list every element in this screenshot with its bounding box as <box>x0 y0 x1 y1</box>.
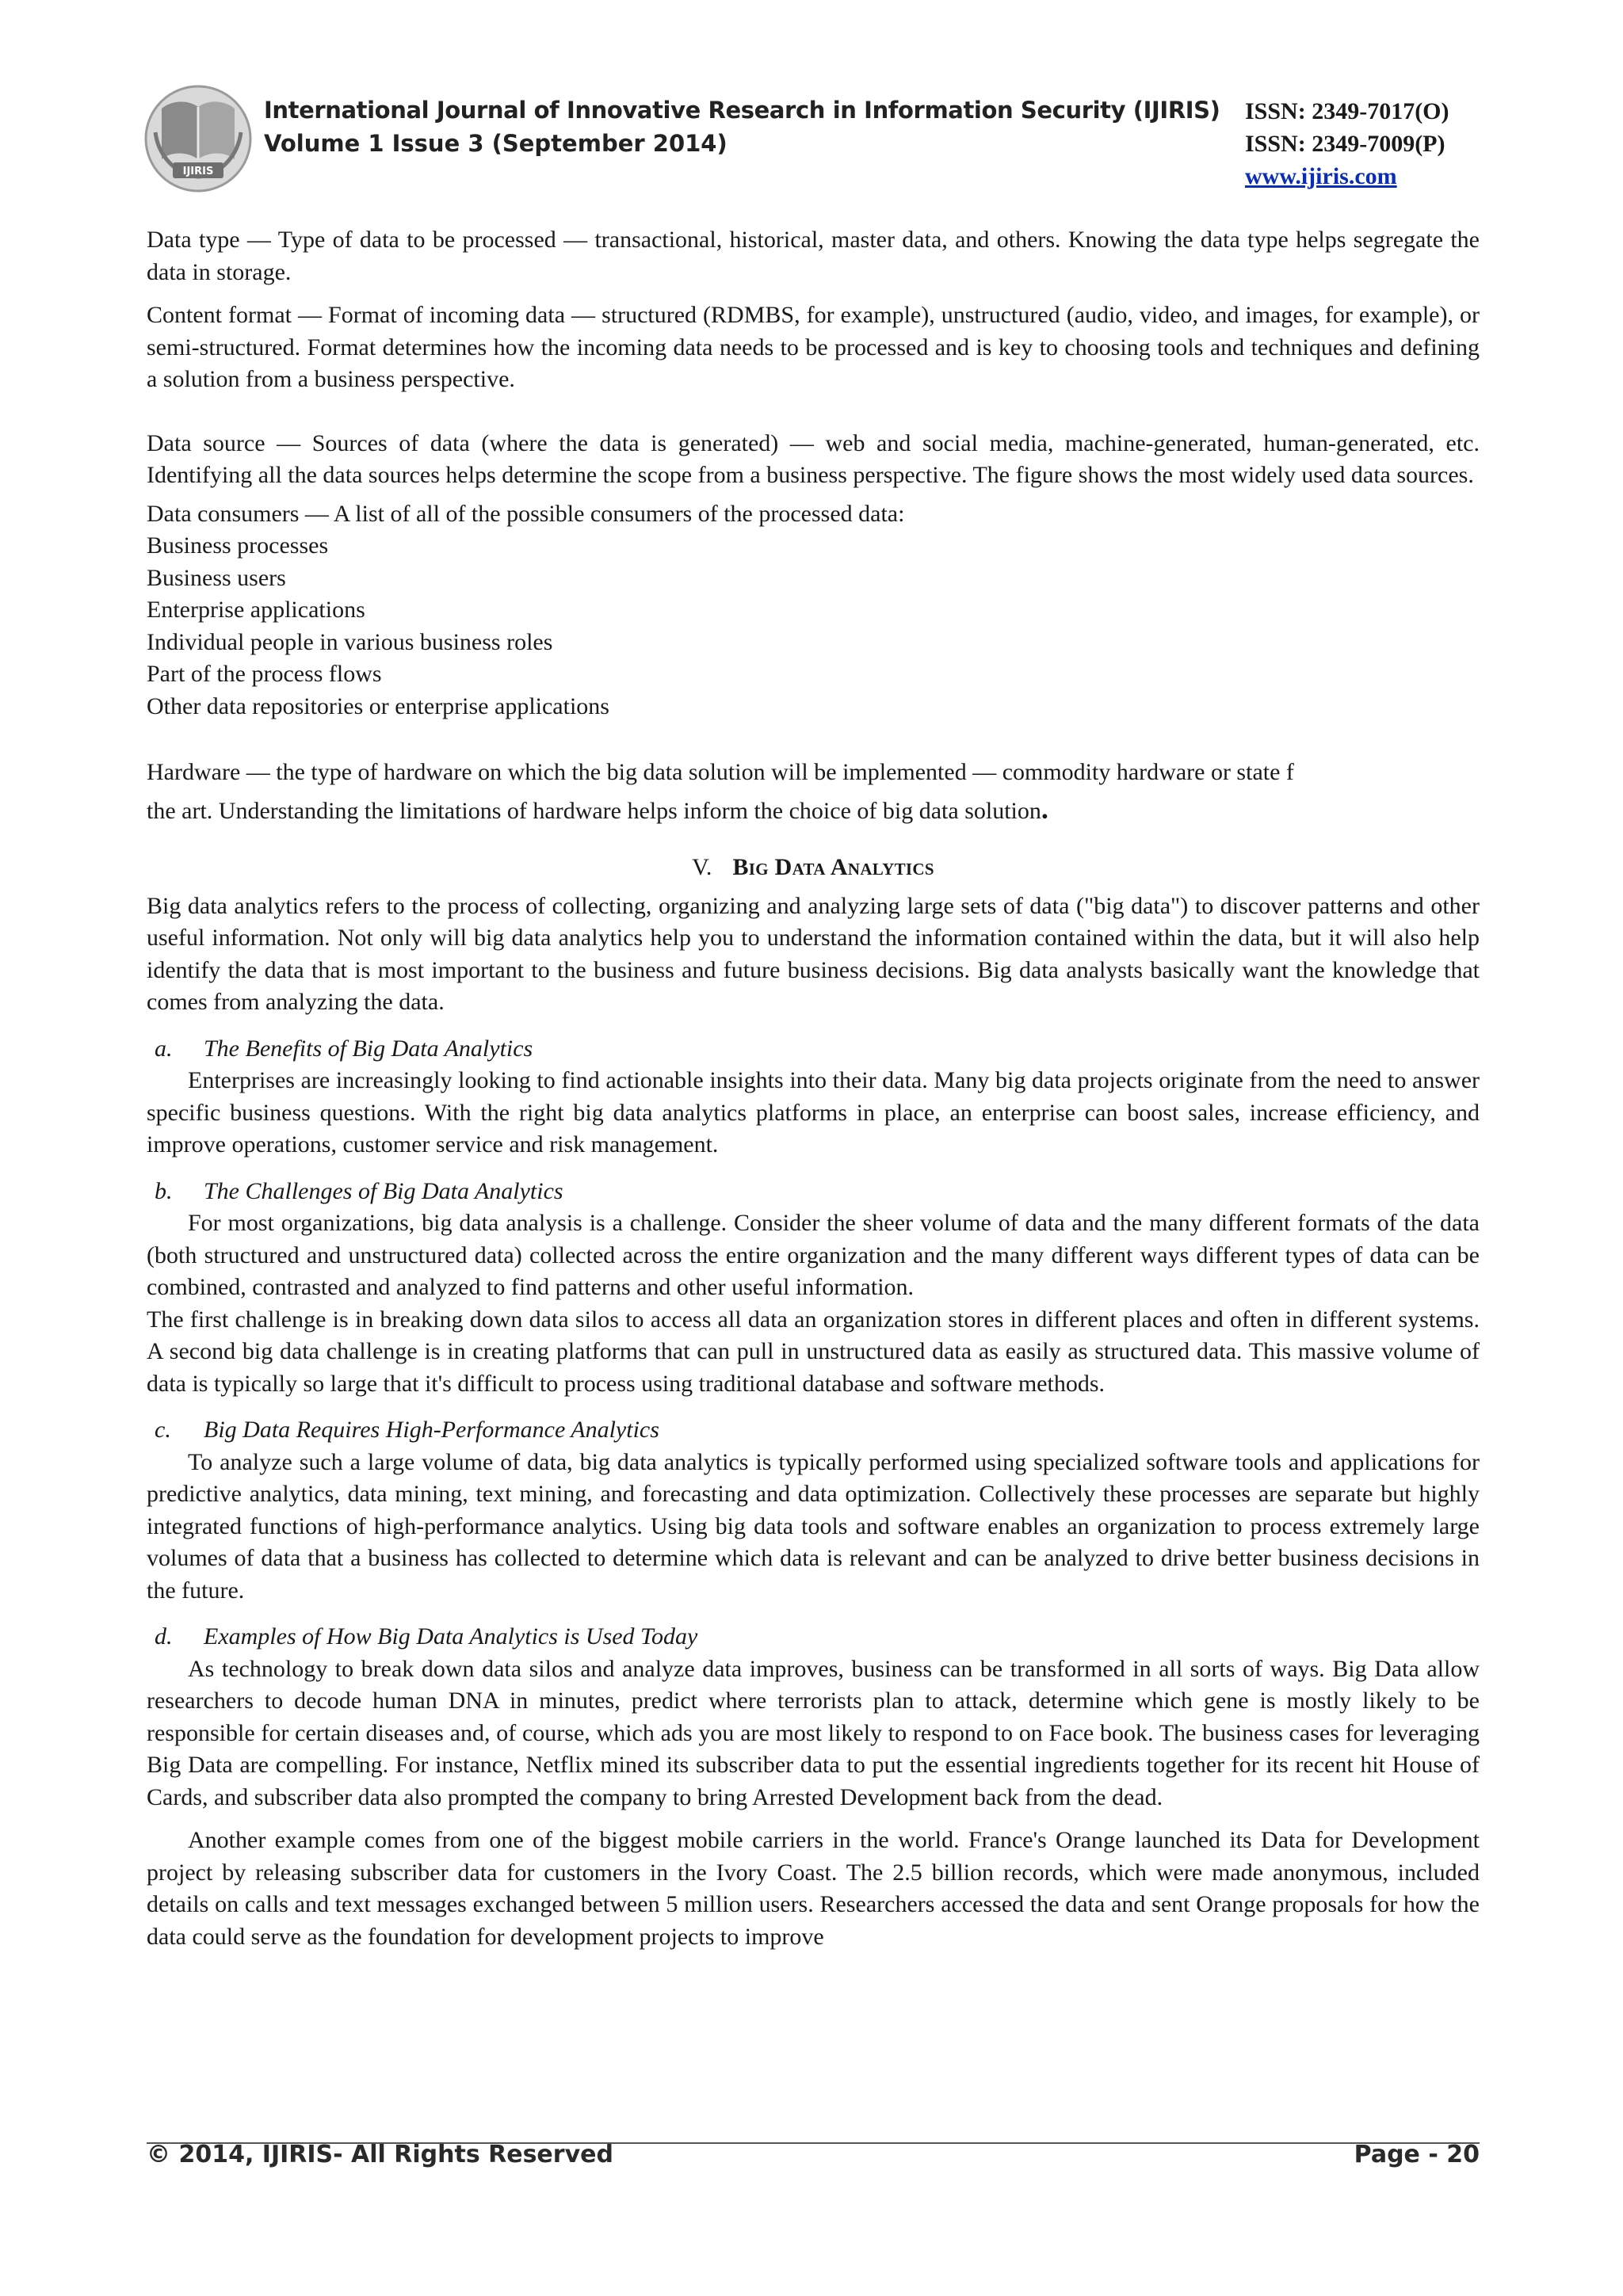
journal-title: International Journal of Innovative Research in Information Security (IJIRIS) <box>264 97 1220 124</box>
svg-text:IJIRIS: IJIRIS <box>182 166 214 177</box>
list-item: Business users <box>147 564 286 591</box>
benefits-paragraph: Enterprises are increasingly looking to find actionable insights into their data. Many big data projects originate from the need to answer specific business questions. With the right big data analytics platforms in place, an enterprise can boost sales, increase efficiency, and improve operations, customer service and risk management. <box>147 1067 1480 1158</box>
data-consumers-paragraph: Data consumers — A list of all of the possible consumers of the processed data: <box>147 500 905 527</box>
section-heading <box>147 852 1480 884</box>
examples-paragraph-1: As technology to break down data silos and analyze data improves, business can be transformed in all sorts of ways. Big Data allow researchers to decode human DNA in minutes, predict where terrorists plan to attack, determine which gene is mostly likely to be responsible for certain diseases and, of course, which ads you are most likely to respond to on Face book. The business cases for leveraging Big Data are compelling. For instance, Netflix mined its subscriber data to put the essential ingredients together for its recent hit House of Cards, and subscriber data also prompted the company to bring Arrested Development back from the dead. <box>147 1655 1480 1810</box>
section-title: Big Data Analytics <box>732 854 934 880</box>
subsection-heading-a: a. The Benefits of Big Data Analytics <box>155 1035 533 1062</box>
issn-print: ISSN: 2349-7009(P) <box>1245 131 1445 157</box>
list-item: Individual people in various business roles <box>147 628 553 655</box>
challenges-paragraph-2: The first challenge is in breaking down data silos to access all data an organization stores in different places and often in different systems. A second big data challenge is in creating platforms that can pull in unstructured data as easily as structured data. This massive volume of data is typically so large that it's difficult to process using traditional database and software methods. <box>147 1306 1480 1397</box>
subsection-heading-b: b. The Challenges of Big Data Analytics <box>155 1177 563 1204</box>
journal-logo-icon <box>143 83 254 194</box>
page-content <box>147 224 1480 1953</box>
challenges-paragraph-1: For most organizations, big data analysis is a challenge. Consider the sheer volume of data and the many different formats of the data (both structured and unstructured data) collected across the entire organization and the many different ways different types of data can be combined, contrasted and analyzed to find patterns and other useful information. <box>147 1210 1480 1300</box>
subsection-heading-d: d. Examples of How Big Data Analytics is Used Today <box>155 1623 698 1650</box>
subsection-heading-c: c. Big Data Requires High-Performance Analytics <box>155 1417 659 1443</box>
consumers-list <box>147 530 1480 723</box>
hardware-period: . <box>1041 793 1048 825</box>
list-item: Other data repositories or enterprise applications <box>147 692 609 719</box>
issn-online: ISSN: 2349-7017(O) <box>1245 98 1449 124</box>
data-source-paragraph: Data source — Sources of data (where the data is generated) — web and social media, machine-generated, human-generated, etc. Identifying all the data sources helps determine the scope from a business perspective. The figure shows the most widely used data sources. <box>147 429 1480 488</box>
content-format-paragraph: Content format — Format of incoming data — structured (RDMBS, for example), unstructured (audio, video, and images, for example), or semi-structured. Format determines how the incoming data needs to be processed and is key to choosing tools and techniques and defining a solution from a business perspective. <box>147 302 1480 392</box>
footer-page-number: Page - 20 <box>1354 2141 1480 2168</box>
journal-website-link[interactable]: www.ijiris.com <box>1245 163 1397 189</box>
list-item: Part of the process flows <box>147 661 382 687</box>
list-item: Business processes <box>147 532 329 559</box>
footer-copyright: © 2014, IJIRIS- All Rights Reserved <box>147 2141 613 2168</box>
high-performance-paragraph: To analyze such a large volume of data, big data analytics is typically performed using specialized software tools and applications for predictive analytics, data mining, text mining, and forecasting and data optimization. Collectively these processes are separate but highly integrated functions of high-performance analytics. Using big data tools and software enables an organization to process extremely large volumes of data that a business has collected to determine which data is relevant and can be analyzed to drive better business decisions in the future. <box>147 1448 1480 1604</box>
section-intro-paragraph: Big data analytics refers to the process of collecting, organizing and analyzing large sets of data ("big data") to discover patterns and other useful information. Not only will big data analytics help you to understand the information contained within the data, but it will also help identify the data that is most important to the business and future business decisions. Big data analysts basically want the knowledge that comes from analyzing the data. <box>147 892 1480 1015</box>
hardware-line-2: the art. Understanding the limitations of hardware helps inform the choice of big data solution <box>147 798 1041 824</box>
section-number: V. <box>692 854 712 880</box>
examples-paragraph-2: Another example comes from one of the biggest mobile carriers in the world. France's Orange launched its Data for Development project by releasing subscriber data for customers in the Ivory Coast. The 2.5 billion records, which were made anonymous, included details on calls and text messages exchanged between 5 million users. Researchers accessed the data and sent Orange proposals for how the data could serve as the foundation for development projects to improve <box>147 1827 1480 1950</box>
volume-issue: Volume 1 Issue 3 (September 2014) <box>264 130 727 157</box>
hardware-line-1: Hardware — the type of hardware on which the big data solution will be implemented — commodity hardware or state f <box>147 759 1294 785</box>
hardware-paragraph <box>147 754 1480 830</box>
data-type-paragraph: Data type — Type of data to be processed — transactional, historical, master data, and others. Knowing the data type helps segregate the data in storage. <box>147 227 1480 285</box>
list-item: Enterprise applications <box>147 597 365 623</box>
page-header <box>0 0 1623 214</box>
